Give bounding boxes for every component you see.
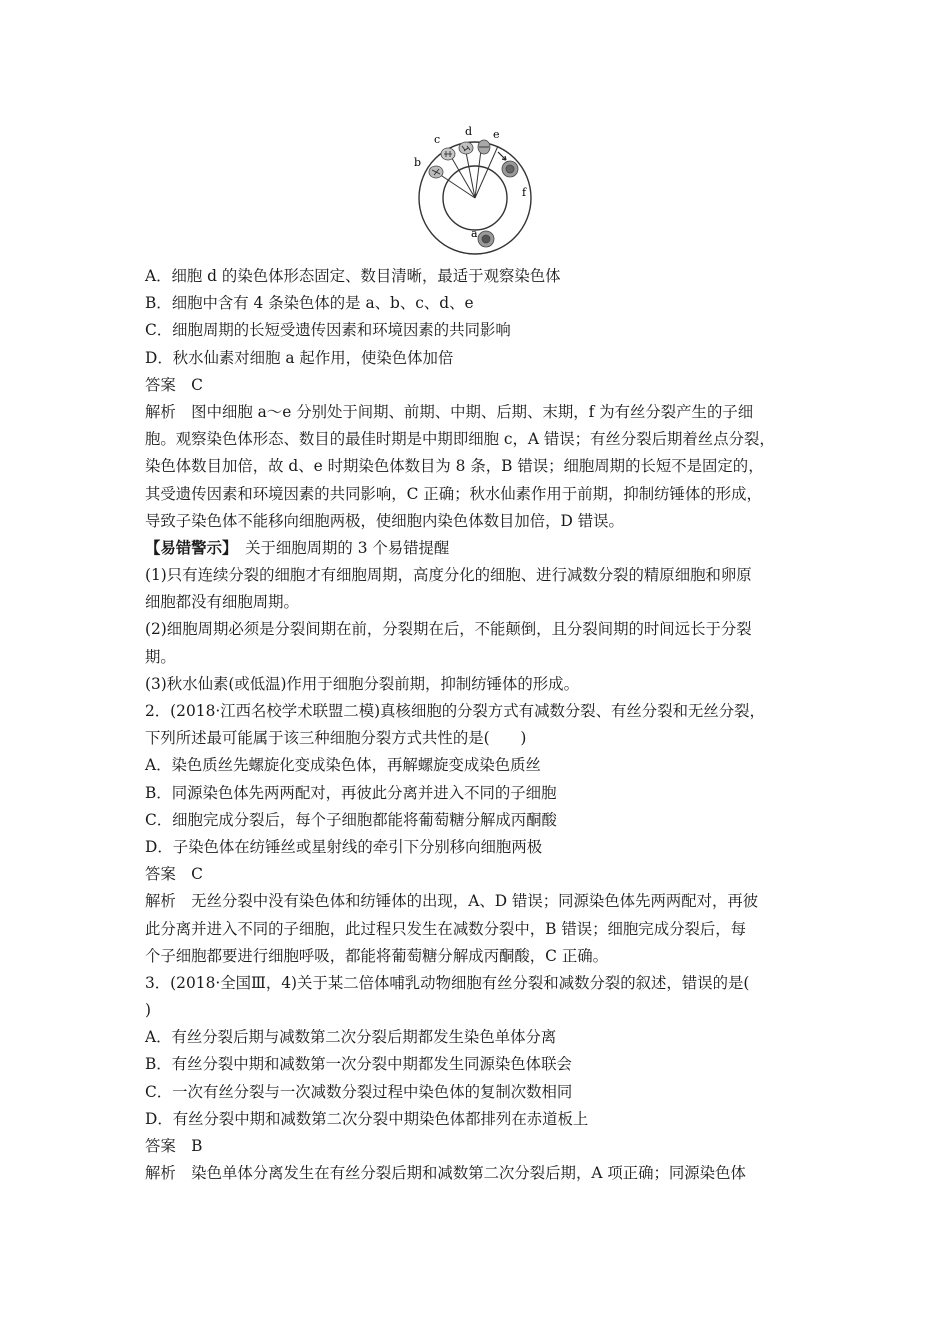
q1-option-d: D．秋水仙素对细胞 a 起作用，使染色体加倍 bbox=[145, 348, 454, 367]
label-f: f bbox=[522, 186, 527, 199]
label-b: b bbox=[414, 156, 422, 169]
q3-stem-line: ) bbox=[145, 1001, 152, 1020]
q3-stem-line: 3．(2018·全国Ⅲ，4)关于某二倍体哺乳动物细胞有丝分裂和减数分裂的叙述，错误的是( bbox=[145, 973, 750, 992]
q1-analysis-line: 胞。观察染色体形态、数目的最佳时期是中期即细胞 c，A 错误；有丝分裂后期着丝点分裂， bbox=[145, 430, 775, 449]
warning-heading bbox=[145, 535, 813, 562]
q2-option-d: D．子染色体在纺锤丝或星射线的牵引下分别移向细胞两极 bbox=[145, 837, 543, 856]
q1-analysis-line: 解析 图中细胞 a～e 分别处于间期、前期、中期、后期、末期，f 为有丝分裂产生的子细 bbox=[145, 402, 754, 421]
q2-analysis-line: 解析 无丝分裂中没有染色体和纺锤体的出现，A、D 错误；同源染色体先两两配对，再彼 bbox=[145, 892, 759, 911]
cell-cycle-diagram bbox=[412, 126, 538, 258]
q1-analysis-line: 导致子染色体不能移向细胞两极，使细胞内染色体数目加倍，D 错误。 bbox=[145, 511, 624, 530]
q2-option-a: A．染色质丝先螺旋化变成染色体，再解螺旋变成染色质丝 bbox=[145, 756, 541, 775]
cell-a bbox=[478, 231, 494, 247]
q3-analysis-line: 解析 染色单体分离发生在有丝分裂后期和减数第二次分裂后期，A 项正确；同源染色体 bbox=[145, 1164, 746, 1183]
q3-answer: 答案 B bbox=[145, 1137, 203, 1155]
q1-option-c: C．细胞周期的长短受遗传因素和环境因素的共同影响 bbox=[145, 321, 511, 340]
q1-analysis-line: 其受遗传因素和环境因素的共同影响，C 正确；秋水仙素作用于前期，抑制纺锤体的形成， bbox=[145, 484, 762, 503]
q3-option-a: A．有丝分裂后期与减数第二次分裂后期都发生染色单体分离 bbox=[145, 1028, 557, 1047]
label-d: d bbox=[465, 126, 473, 138]
q2-analysis-line: 个子细胞都要进行细胞呼吸，都能将葡萄糖分解成丙酮酸，C 正确。 bbox=[145, 946, 608, 965]
label-a: a bbox=[471, 227, 478, 240]
warning-line: (1)只有连续分裂的细胞才有细胞周期，高度分化的细胞、进行减数分裂的精原细胞和卵原 bbox=[145, 566, 752, 585]
q1-answer: 答案 C bbox=[145, 375, 203, 394]
q1-analysis-line: 染色体数目加倍，故 d、e 时期染色体数目为 8 条，B 错误；细胞周期的长短不是固定的， bbox=[145, 457, 764, 476]
q2-stem-line: 下列所述最可能属于该三种细胞分裂方式共性的是( ) bbox=[145, 729, 527, 748]
label-c: c bbox=[434, 133, 441, 146]
cell-d bbox=[459, 142, 473, 154]
cell-e bbox=[478, 140, 490, 154]
q3-option-c: C．一次有丝分裂与一次减数分裂过程中染色体的复制次数相同 bbox=[145, 1082, 573, 1101]
q2-option-c: C．细胞完成分裂后，每个子细胞都能将葡萄糖分解成丙酮酸 bbox=[145, 810, 557, 829]
arrow-icon bbox=[498, 152, 506, 160]
q3-option-d: D．有丝分裂中期和减数第二次分裂中期染色体都排列在赤道板上 bbox=[145, 1109, 589, 1128]
warning-line: 细胞都没有细胞周期。 bbox=[145, 593, 299, 612]
label-e: e bbox=[493, 128, 500, 141]
warning-tag: 【易错警示】 bbox=[145, 538, 230, 557]
warning-line: (3)秋水仙素(或低温)作用于细胞分裂前期，抑制纺锤体的形成。 bbox=[145, 674, 579, 693]
q2-stem-line: 2．(2018·江西名校学术联盟二模)真核细胞的分裂方式有减数分裂、有丝分裂和无丝分裂， bbox=[145, 702, 765, 720]
cell-c bbox=[441, 148, 455, 160]
q1-option-b: B．细胞中含有 4 条染色体的是 a、b、c、d、e bbox=[145, 294, 474, 313]
cell-cycle-figure bbox=[412, 126, 538, 258]
q2-analysis-line: 此分离并进入不同的子细胞，此过程只发生在减数分裂中，B 错误；细胞完成分裂后，每 bbox=[145, 919, 747, 938]
warning-line: 期。 bbox=[145, 647, 176, 666]
cell-f bbox=[502, 161, 518, 177]
q2-option-b: B．同源染色体先两两配对，再彼此分离并进入不同的子细胞 bbox=[145, 783, 557, 802]
document-body bbox=[145, 263, 813, 1187]
q2-answer: 答案 C bbox=[145, 865, 203, 884]
q1-option-a: A．细胞 d 的染色体形态固定、数目清晰，最适于观察染色体 bbox=[145, 267, 561, 285]
warning-line: (2)细胞周期必须是分裂间期在前，分裂期在后，不能颠倒，且分裂间期的时间远长于分裂 bbox=[145, 620, 752, 639]
q3-option-b: B．有丝分裂中期和减数第一次分裂中期都发生同源染色体联会 bbox=[145, 1055, 572, 1074]
cell-b bbox=[429, 166, 443, 178]
warning-title: 关于细胞周期的 3 个易错提醒 bbox=[245, 538, 450, 557]
